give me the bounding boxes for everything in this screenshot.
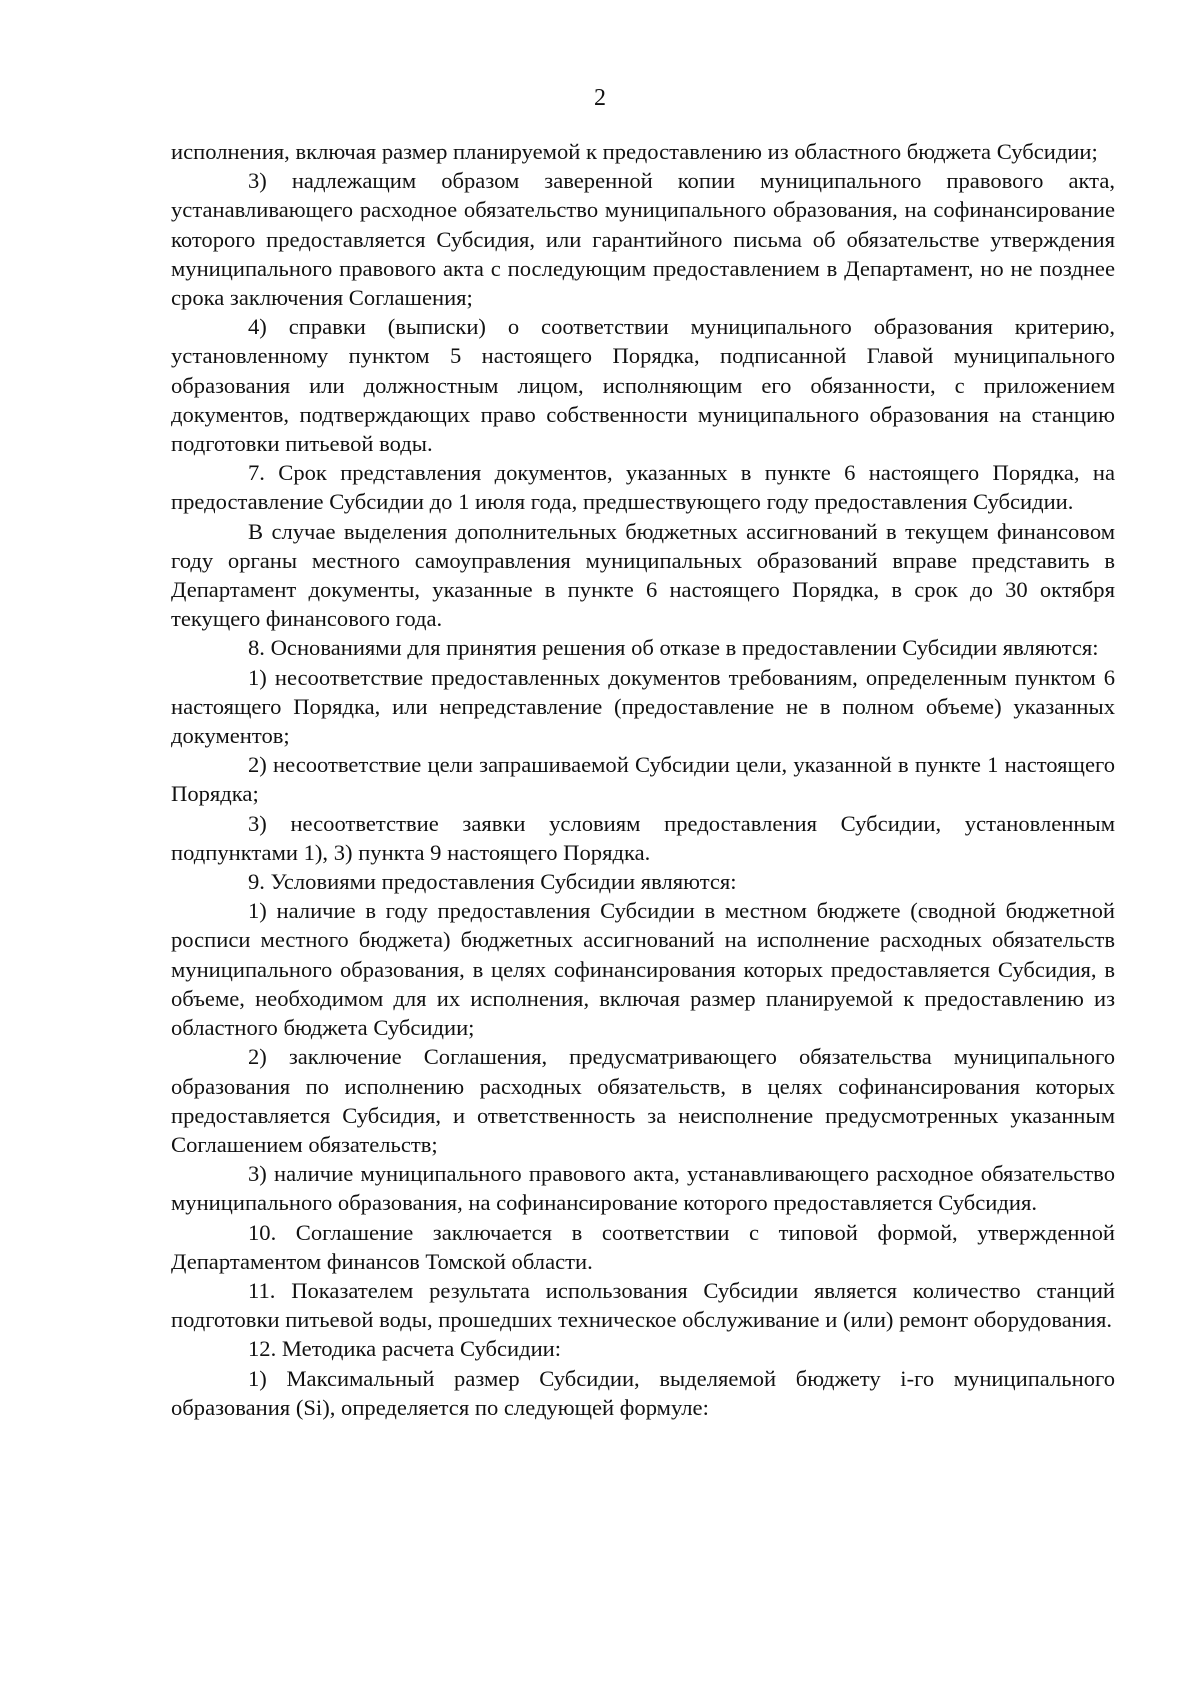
- paragraph-clause-12-item-1: 1) Максимальный размер Субсидии, выделяемой бюджету i-го муниципального образования (Si), определяется по следующей формуле:: [171, 1365, 1115, 1420]
- paragraph-clause-7-deadline: 7. Срок представления документов, указанных в пункте 6 настоящего Порядка, на предоставление Субсидии до 1 июля года, предшествующего году предоставления Субсидии.: [171, 460, 1115, 515]
- paragraph-subitem-4-certificate: 4) справки (выписки) о соответствии муниципального образования критерию, установленному пунктом 5 настоящего Порядка, подписанной Главой муниципального образования или должностным лицом, исполняющим его обязанности, с приложением документов, подтверждающих право собственности муниципального образования на станцию подготовки питьевой воды.: [171, 314, 1115, 457]
- paragraph-clause-9-item-3: 3) наличие муниципального правового акта, устанавливающего расходное обязательство муниципального образования, на софинансирование которого предоставляется Субсидия.: [171, 1161, 1115, 1216]
- paragraph-clause-7-additional: В случае выделения дополнительных бюджетных ассигнований в текущем финансовом году органы местного самоуправления муниципальных образований вправе представить в Департамент документы, указанные в пункте 6 настоящего Порядка, в срок до 30 октября текущего финансового года.: [171, 518, 1115, 632]
- page-number: 2: [594, 85, 606, 111]
- paragraph-subitem-3-certified-copy: 3) надлежащим образом заверенной копии муниципального правового акта, устанавливающего расходное обязательство муниципального образования, на софинансирование которого предоставляется Субсидия, или гарантийного письма об обязательстве утверждения муниципального правового акта с последующим предоставлением в Департамент, но не позднее срока заключения Соглашения;: [171, 168, 1115, 311]
- paragraph-continuation: исполнения, включая размер планируемой к предоставлению из областного бюджета Субсидии;: [171, 139, 1098, 164]
- paragraph-clause-9-conditions: 9. Условиями предоставления Субсидии являются:: [248, 869, 737, 895]
- paragraph-clause-12-method: 12. Методика расчета Субсидии:: [248, 1336, 562, 1362]
- paragraph-clause-8-refusal-grounds: 8. Основаниями для принятия решения об отказе в предоставлении Субсидии являются:: [248, 635, 1099, 661]
- paragraph-clause-11-indicator: 11. Показателем результата использования Субсидии является количество станций подготовки питьевой воды, прошедших техническое обслуживание и (или) ремонт оборудования.: [171, 1277, 1115, 1333]
- paragraph-clause-8-item-2: 2) несоответствие цели запрашиваемой Субсидии цели, указанной в пункте 1 настоящего Порядка;: [171, 752, 1115, 807]
- document-body: [171, 137, 1115, 1422]
- paragraph-clause-9-item-2: 2) заключение Соглашения, предусматривающего обязательства муниципального образования по исполнению расходных обязательств, в целях софинансирования которых предоставляется Субсидия, и ответственность за неисполнение предусмотренных указанным Соглашением обязательств;: [171, 1044, 1115, 1157]
- paragraph-clause-10-agreement: 10. Соглашение заключается в соответствии с типовой формой, утвержденной Департаментом финансов Томской области.: [171, 1219, 1115, 1274]
- paragraph-clause-8-item-1: 1) несоответствие предоставленных документов требованиям, определенным пунктом 6 настоящего Порядка, или непредставление (предоставление не в полном объеме) указанных документов;: [171, 664, 1115, 749]
- paragraph-clause-9-item-1: 1) наличие в году предоставления Субсидии в местном бюджете (сводной бюджетной росписи местного бюджета) бюджетных ассигнований на исполнение расходных обязательств муниципального образования, в целях софинансирования которых предоставляется Субсидия, в объеме, необходимом для их исполнения, включая размер планируемой к предоставлению из областного бюджета Субсидии;: [171, 898, 1115, 1041]
- paragraph-clause-8-item-3: 3) несоответствие заявки условиям предоставления Субсидии, установленным подпунктами 1), 3) пункта 9 настоящего Порядка.: [171, 810, 1115, 865]
